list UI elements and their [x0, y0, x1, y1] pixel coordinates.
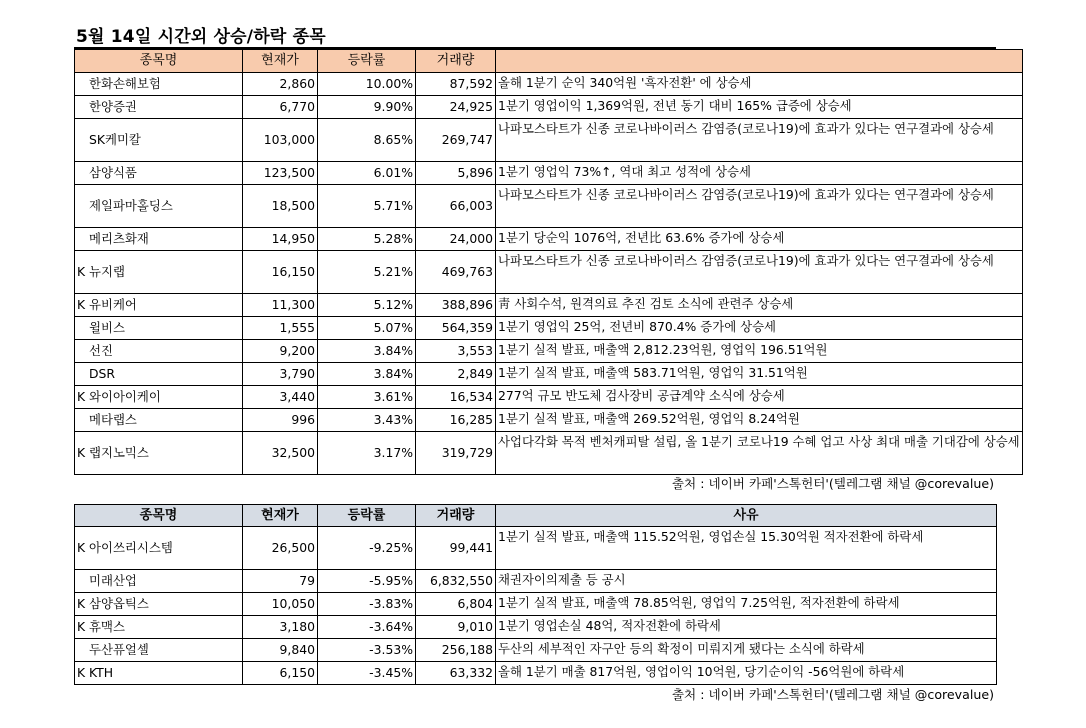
stock-name-cell — [75, 432, 243, 475]
table-row — [75, 162, 1023, 185]
change-cell: 3.84% — [318, 340, 416, 363]
volume-cell: 388,896 — [416, 294, 496, 317]
price-cell: 996 — [243, 409, 318, 432]
stock-name: KTH — [89, 665, 114, 680]
volume-cell: 3,553 — [416, 340, 496, 363]
volume-cell: 87,592 — [416, 73, 496, 96]
change-cell: 5.21% — [318, 251, 416, 294]
price-cell: 9,840 — [243, 639, 318, 662]
table-row — [75, 73, 1023, 96]
change-cell: 3.17% — [318, 432, 416, 475]
reason-cell: 1분기 영업이익 1,369억원, 전년 동기 대비 165% 급증에 상승세 — [496, 96, 1023, 119]
price-cell: 16,150 — [243, 251, 318, 294]
reason-cell: 1분기 실적 발표, 매출액 78.85억원, 영업익 7.25억원, 적자전환에 하락세 — [496, 593, 997, 616]
reason-cell: 1분기 실적 발표, 매출액 2,812.23억원, 영업익 196.51억원 — [496, 340, 1023, 363]
stock-name-cell — [75, 340, 243, 363]
volume-cell: 2,849 — [416, 363, 496, 386]
falling-header-row — [75, 505, 997, 527]
stock-name: 제일파마홀딩스 — [89, 198, 173, 213]
table-row — [75, 527, 997, 570]
market-prefix: K — [77, 540, 86, 555]
reason-cell: 1분기 당순익 1076억, 전년比 63.6% 증가에 상승세 — [496, 228, 1023, 251]
table-row — [75, 340, 1023, 363]
volume-cell: 16,534 — [416, 386, 496, 409]
stock-name: 선진 — [89, 343, 113, 358]
header-reason — [496, 50, 1023, 73]
price-cell: 26,500 — [243, 527, 318, 570]
reason-cell: 나파모스타트가 신종 코로나바이러스 감염증(코로나19)에 효과가 있다는 연구결과에 상승세 — [496, 251, 1023, 294]
price-cell: 6,770 — [243, 96, 318, 119]
price-cell: 3,440 — [243, 386, 318, 409]
market-prefix: K — [77, 665, 86, 680]
price-cell: 103,000 — [243, 119, 318, 162]
change-cell: 5.71% — [318, 185, 416, 228]
volume-cell: 564,359 — [416, 317, 496, 340]
reason-cell: 1분기 영업익 73%↑, 역대 최고 성적에 상승세 — [496, 162, 1023, 185]
table-row — [75, 96, 1023, 119]
falling-stocks-table — [74, 504, 997, 685]
stock-name: 한양증권 — [89, 99, 137, 114]
price-cell: 3,180 — [243, 616, 318, 639]
stock-name-cell — [75, 162, 243, 185]
change-cell: 3.61% — [318, 386, 416, 409]
change-cell: 5.07% — [318, 317, 416, 340]
table-row — [75, 228, 1023, 251]
table-row — [75, 386, 1023, 409]
stock-name: 삼양옵틱스 — [89, 596, 149, 611]
reason-cell: 1분기 실적 발표, 매출액 583.71억원, 영업익 31.51억원 — [496, 363, 1023, 386]
reason-cell: 1분기 영업손실 48억, 적자전환에 하락세 — [496, 616, 997, 639]
price-cell: 3,790 — [243, 363, 318, 386]
volume-cell: 24,925 — [416, 96, 496, 119]
rising-stocks-table — [74, 49, 1023, 475]
price-cell: 32,500 — [243, 432, 318, 475]
stock-name-cell — [75, 386, 243, 409]
price-cell: 9,200 — [243, 340, 318, 363]
header-price: 현재가 — [243, 505, 318, 527]
volume-cell: 16,285 — [416, 409, 496, 432]
change-cell: -3.45% — [318, 662, 416, 685]
change-cell: -3.64% — [318, 616, 416, 639]
header-name: 종목명 — [75, 50, 243, 73]
change-cell: 8.65% — [318, 119, 416, 162]
reason-cell: 두산의 세부적인 자구안 등의 확정이 미뤄지게 됐다는 소식에 하락세 — [496, 639, 997, 662]
volume-cell: 469,763 — [416, 251, 496, 294]
change-cell: 3.43% — [318, 409, 416, 432]
reason-cell: 올해 1분기 매출 817억원, 영업이익 10억원, 당기순이익 -56억원에 하락세 — [496, 662, 997, 685]
price-cell: 2,860 — [243, 73, 318, 96]
change-cell: -9.25% — [318, 527, 416, 570]
stock-name: 메리츠화재 — [89, 231, 149, 246]
stock-name: 와이아이케이 — [89, 389, 161, 404]
stock-name: 두산퓨얼셀 — [89, 642, 149, 657]
price-cell: 6,150 — [243, 662, 318, 685]
stock-name-cell — [75, 317, 243, 340]
table-row — [75, 317, 1023, 340]
stock-name: 미래산업 — [89, 573, 137, 588]
change-cell: -3.53% — [318, 639, 416, 662]
stock-name: 아이쓰리시스템 — [89, 540, 173, 555]
market-prefix: K — [77, 596, 86, 611]
stock-name: 유비케어 — [89, 297, 137, 312]
price-cell: 10,050 — [243, 593, 318, 616]
header-reason: 사유 — [496, 505, 997, 527]
header-volume: 거래량 — [416, 505, 496, 527]
reason-cell: 277억 규모 반도체 검사장비 공급계약 소식에 상승세 — [496, 386, 1023, 409]
change-cell: 5.12% — [318, 294, 416, 317]
volume-cell: 6,832,550 — [416, 570, 496, 593]
header-change: 등락률 — [318, 505, 416, 527]
change-cell: -5.95% — [318, 570, 416, 593]
header-name: 종목명 — [75, 505, 243, 527]
change-cell: -3.83% — [318, 593, 416, 616]
volume-cell: 66,003 — [416, 185, 496, 228]
reason-cell: 나파모스타트가 신종 코로나바이러스 감염증(코로나19)에 효과가 있다는 연구결과에 상승세 — [496, 119, 1023, 162]
table-row — [75, 593, 997, 616]
change-cell: 9.90% — [318, 96, 416, 119]
table-row — [75, 616, 997, 639]
stock-name-cell — [75, 119, 243, 162]
stock-name: 윌비스 — [89, 320, 125, 335]
change-cell: 6.01% — [318, 162, 416, 185]
market-prefix: K — [77, 297, 86, 312]
stock-name-cell — [75, 593, 243, 616]
volume-cell: 63,332 — [416, 662, 496, 685]
rising-source-note: 출처 : 네이버 카페'스톡헌터'(텔레그램 채널 @corevalue) — [671, 476, 994, 491]
stock-name-cell — [75, 294, 243, 317]
table-row — [75, 119, 1023, 162]
stock-name: DSR — [89, 366, 116, 381]
stock-name-cell — [75, 409, 243, 432]
stock-name-cell — [75, 527, 243, 570]
volume-cell: 5,896 — [416, 162, 496, 185]
price-cell: 18,500 — [243, 185, 318, 228]
market-prefix: K — [77, 389, 86, 404]
rising-header-row — [75, 50, 1023, 73]
price-cell: 14,950 — [243, 228, 318, 251]
reason-cell: 올해 1분기 순익 340억원 '흑자전환' 에 상승세 — [496, 73, 1023, 96]
stock-name: 메타랩스 — [89, 412, 137, 427]
stock-name: 랩지노믹스 — [89, 445, 149, 460]
reason-cell: 靑 사회수석, 원격의료 추진 검토 소식에 관련주 상승세 — [496, 294, 1023, 317]
market-prefix: K — [77, 445, 86, 460]
volume-cell: 6,804 — [416, 593, 496, 616]
price-cell: 123,500 — [243, 162, 318, 185]
stock-name-cell — [75, 570, 243, 593]
reason-cell: 나파모스타트가 신종 코로나바이러스 감염증(코로나19)에 효과가 있다는 연구결과에 상승세 — [496, 185, 1023, 228]
change-cell: 10.00% — [318, 73, 416, 96]
table-row — [75, 570, 997, 593]
stock-name: 휴맥스 — [89, 619, 125, 634]
table-row — [75, 185, 1023, 228]
stock-name-cell — [75, 363, 243, 386]
stock-name-cell — [75, 228, 243, 251]
table-row — [75, 432, 1023, 475]
reason-cell: 채권자이의제출 등 공시 — [496, 570, 997, 593]
volume-cell: 319,729 — [416, 432, 496, 475]
volume-cell: 24,000 — [416, 228, 496, 251]
change-cell: 3.84% — [318, 363, 416, 386]
stock-name: SK케미칼 — [89, 132, 141, 147]
stock-name-cell — [75, 73, 243, 96]
volume-cell: 256,188 — [416, 639, 496, 662]
table-row — [75, 251, 1023, 294]
header-price: 현재가 — [243, 50, 318, 73]
falling-source-note: 출처 : 네이버 카페'스톡헌터'(텔레그램 채널 @corevalue) — [671, 687, 994, 702]
reason-cell: 사업다각화 목적 벤처캐피탈 설립, 올 1분기 코로나19 수혜 업고 사상 최대 매출 기대감에 상승세 — [496, 432, 1023, 475]
volume-cell: 9,010 — [416, 616, 496, 639]
stock-name-cell — [75, 96, 243, 119]
price-cell: 79 — [243, 570, 318, 593]
price-cell: 11,300 — [243, 294, 318, 317]
stock-name-cell — [75, 616, 243, 639]
header-change: 등락률 — [318, 50, 416, 73]
volume-cell: 269,747 — [416, 119, 496, 162]
price-cell: 1,555 — [243, 317, 318, 340]
reason-cell: 1분기 실적 발표, 매출액 269.52억원, 영업익 8.24억원 — [496, 409, 1023, 432]
table-row — [75, 662, 997, 685]
header-volume: 거래량 — [416, 50, 496, 73]
market-prefix: K — [77, 619, 86, 634]
market-prefix: K — [77, 264, 86, 279]
stock-name: 삼양식품 — [89, 165, 137, 180]
table-row — [75, 363, 1023, 386]
change-cell: 5.28% — [318, 228, 416, 251]
table-row — [75, 639, 997, 662]
reason-cell: 1분기 영업익 25억, 전년비 870.4% 증가에 상승세 — [496, 317, 1023, 340]
stock-name-cell — [75, 251, 243, 294]
stock-name-cell — [75, 662, 243, 685]
table-row — [75, 294, 1023, 317]
reason-cell: 1분기 실적 발표, 매출액 115.52억원, 영업손실 15.30억원 적자전환에 하락세 — [496, 527, 997, 570]
volume-cell: 99,441 — [416, 527, 496, 570]
stock-name-cell — [75, 185, 243, 228]
table-row — [75, 409, 1023, 432]
stock-name: 뉴지랩 — [89, 264, 125, 279]
stock-name-cell — [75, 639, 243, 662]
page-title: 5월 14일 시간외 상승/하락 종목 — [76, 27, 326, 47]
stock-name: 한화손해보험 — [89, 76, 161, 91]
